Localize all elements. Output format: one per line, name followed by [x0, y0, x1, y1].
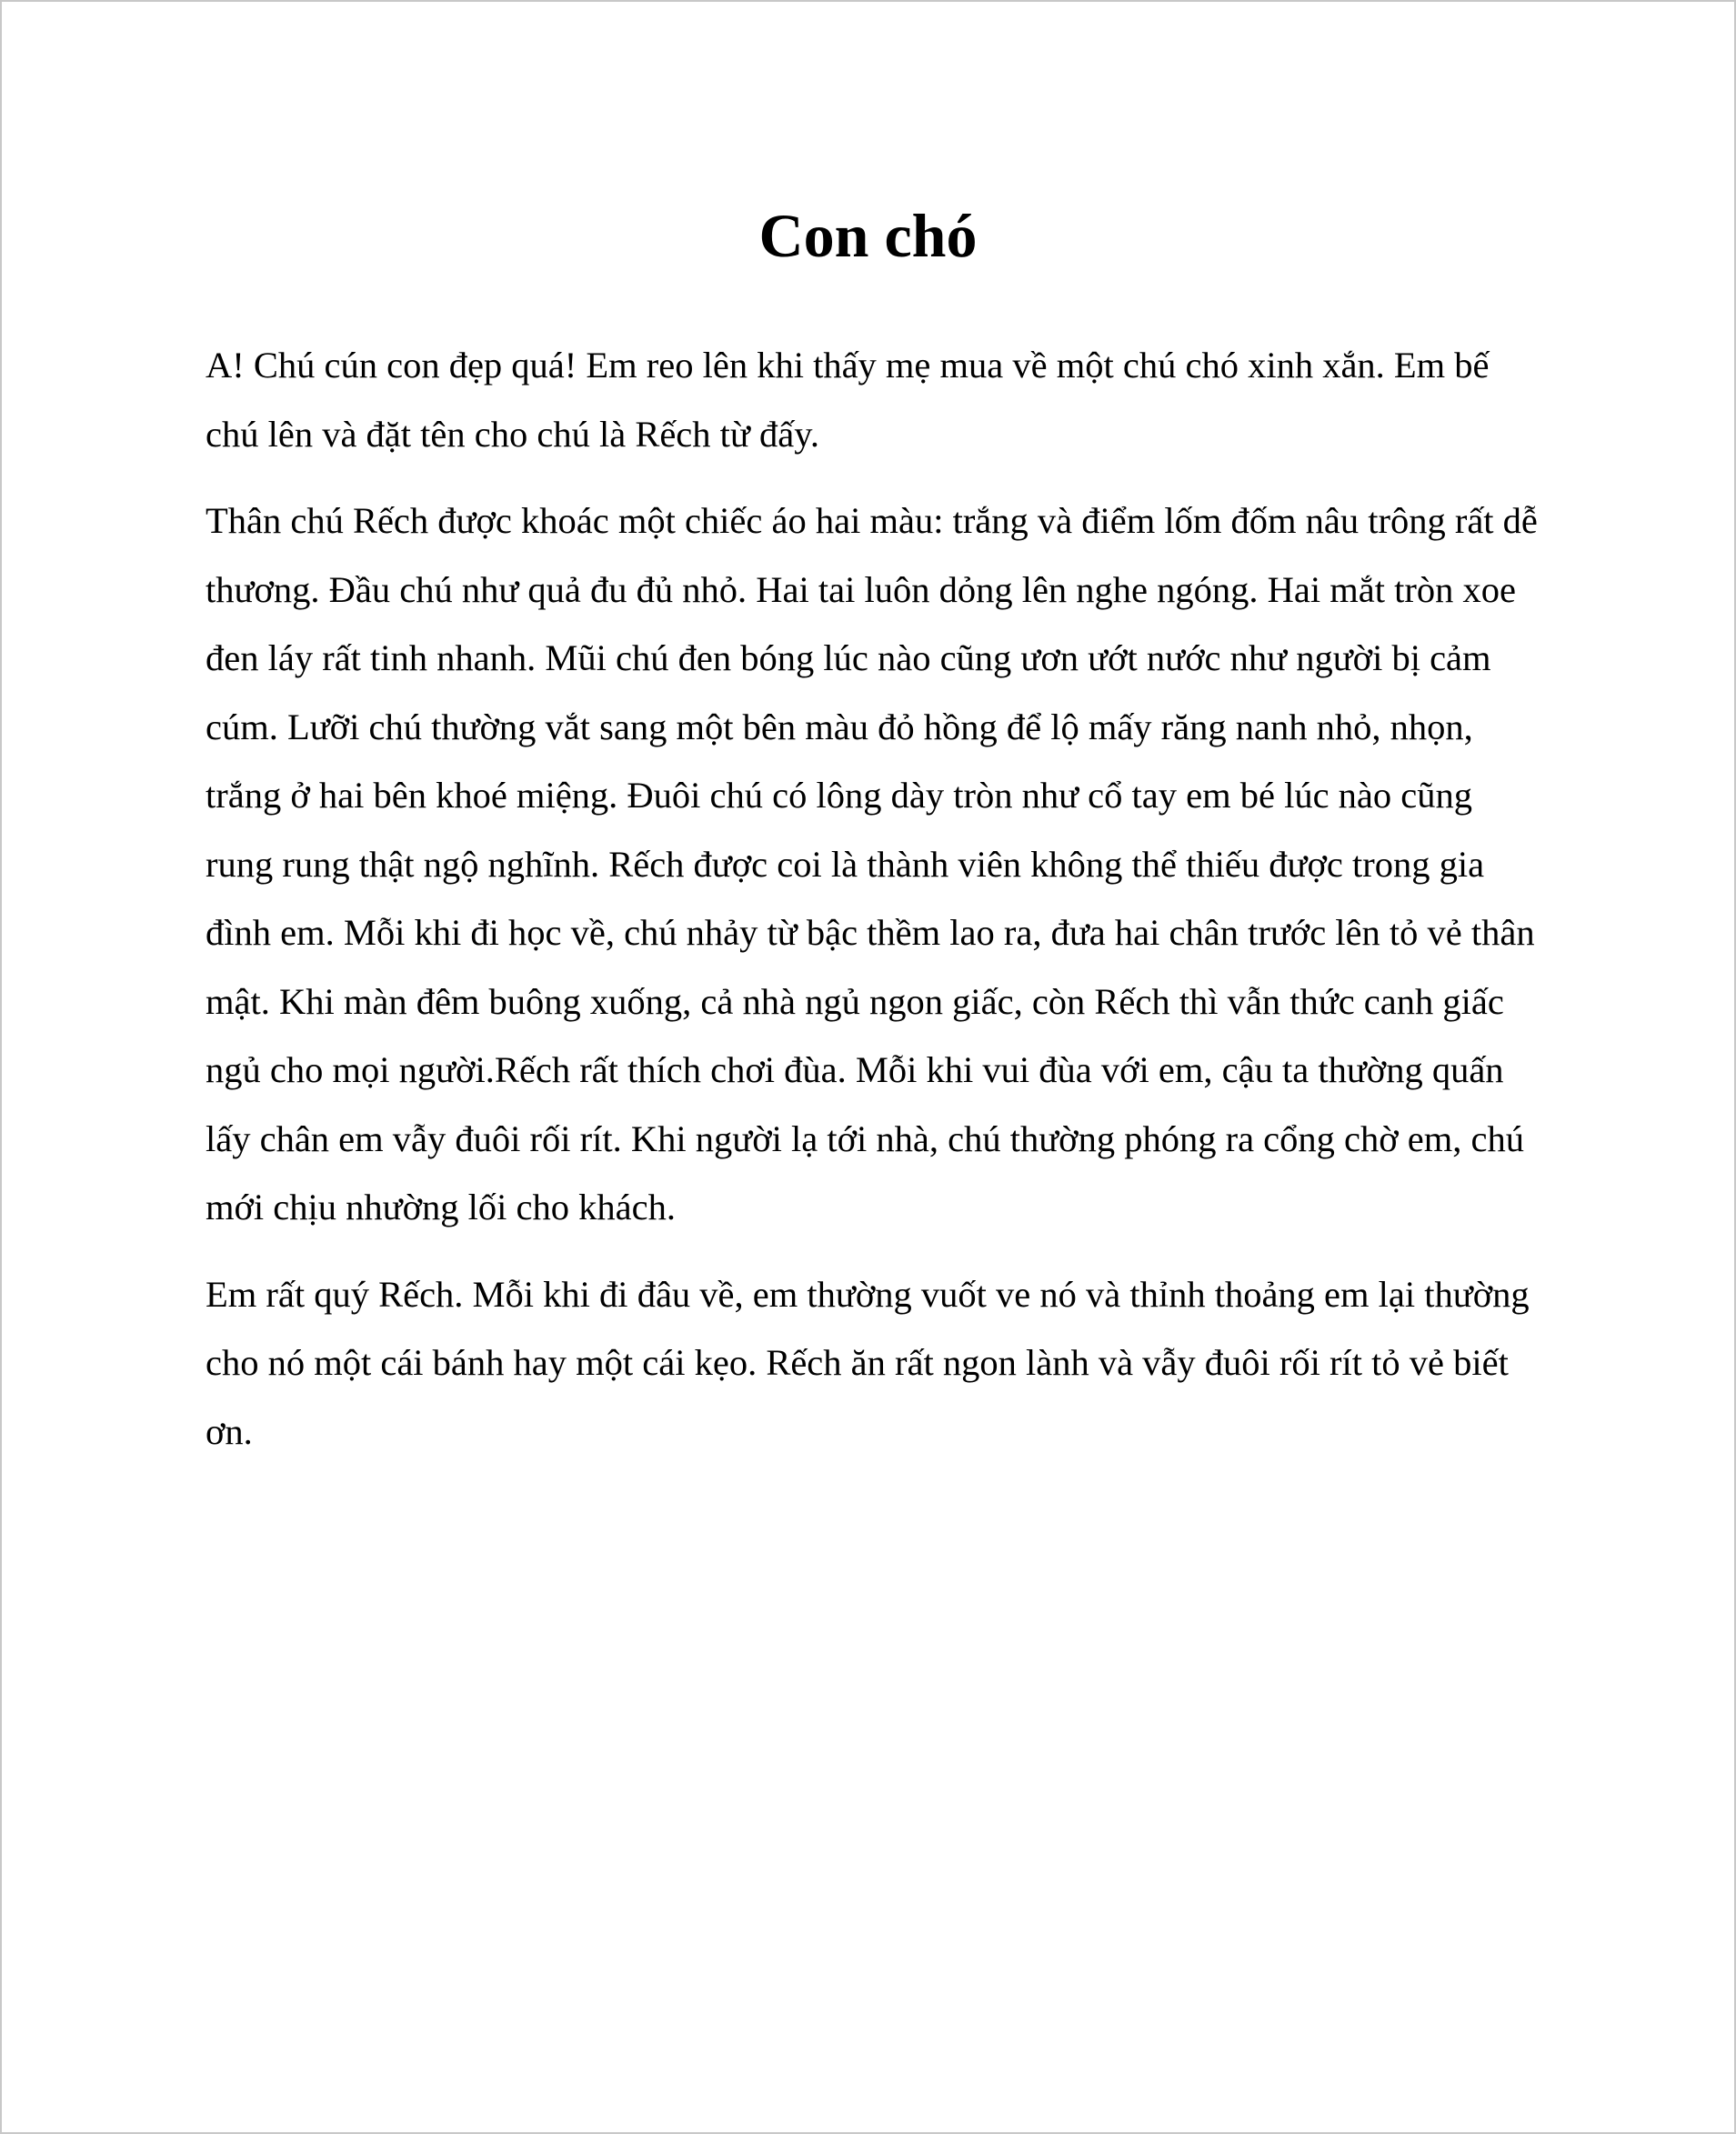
document-title: Con chó	[758, 201, 978, 270]
paragraph-1: A! Chú cún con đẹp quá! Em reo lên khi thấy mẹ mua về một chú chó xinh xắn. Em bế chú lên và đặt tên cho chú là Rếch từ đấy.	[206, 345, 1490, 455]
paragraph-3: Em rất quý Rếch. Mỗi khi đi đâu về, em thường vuốt ve nó và thỉnh thoảng em lại thường cho nó một cái bánh hay một cái kẹo. Rếch ăn rất ngon lành và vẫy đuôi rối rít tỏ vẻ biết ơn.	[206, 1273, 1530, 1452]
paragraph-2: Thân chú Rếch được khoác một chiếc áo hai màu: trắng và điểm lốm đốm nâu trông rất dễ thương. Đầu chú như quả đu đủ nhỏ. Hai tai luôn dỏng lên nghe ngóng. Hai mắt tròn xoe đen láy rất tinh nhanh. Mũi chú đen bóng lúc nào cũng ươn ướt nước như người bị cảm cúm. Lưỡi chú thường vắt sang một bên màu đỏ hồng để lộ mấy răng nanh nhỏ, nhọn, trắng ở hai bên khoé miệng. Đuôi chú có lông dày tròn như cổ tay em bé lúc nào cũng rung rung thật ngộ nghĩnh. Rếch được coi là thành viên không thể thiếu được trong gia đình em. Mỗi khi đi học về, chú nhảy từ bậc thềm lao ra, đưa hai chân trước lên tỏ vẻ thân mật. Khi màn đêm buông xuống, cả nhà ngủ ngon giấc, còn Rếch thì vẫn thức canh giấc ngủ cho mọi người.Rếch rất thích chơi đùa. Mỗi khi vui đùa với em, cậu ta thường quấn lấy chân em vẫy đuôi rối rít. Khi người lạ tới nhà, chú thường phóng ra cổng chờ em, chú mới chịu nhường lối cho khách.	[206, 500, 1538, 1227]
document-body	[206, 331, 1542, 1484]
